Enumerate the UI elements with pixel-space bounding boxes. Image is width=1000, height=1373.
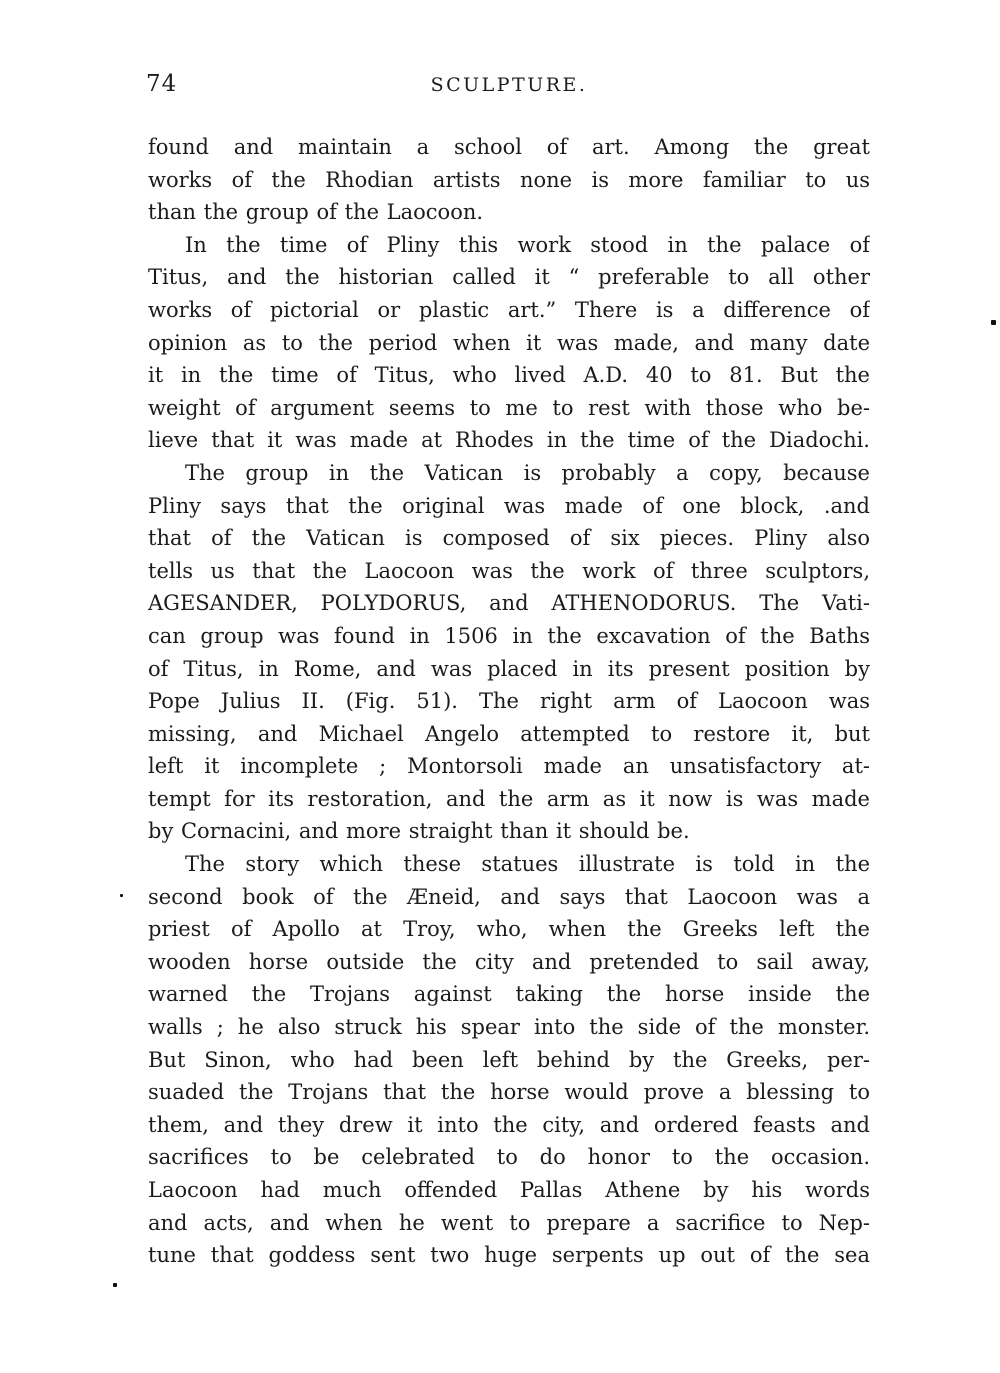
text-line: opinion as to the period when it was made, and many date [148,330,870,355]
text-line: weight of argument seems to me to rest with those who be- [148,395,870,420]
text-line: Pliny says that the original was made of one block, .and [148,493,870,518]
text-line: tempt for its restoration, and the arm as it now is was made [148,786,870,811]
text-body [148,131,870,1272]
text-line: can group was found in 1506 in the excavation of the Baths [148,623,870,648]
text-line: wooden horse outside the city and pretended to sail away, [148,949,870,974]
paragraph [148,131,870,229]
text-line: The group in the Vatican is probably a copy, because [185,460,870,485]
page-number: 74 [146,71,178,97]
text-line: But Sinon, who had been left behind by the Greeks, per- [148,1047,870,1072]
text-line: left it incomplete ; Montorsoli made an unsatisfactory at- [148,754,870,779]
text-line: and acts, and when he went to prepare a sacrifice to Nep- [148,1210,870,1235]
text-line: warned the Trojans against taking the horse inside the [148,982,870,1007]
text-line: missing, and Michael Angelo attempted to restore it, but [148,721,870,746]
paragraph [148,848,870,1272]
text-line: Pope Julius II. (Fig. 51). The right arm of Laocoon was [148,689,870,714]
paragraph [148,457,870,848]
text-line: works of the Rhodian artists none is more familiar to us [148,167,870,192]
paragraph [148,229,870,457]
text-line: suaded the Trojans that the horse would prove a blessing to [148,1080,870,1105]
text-line: sacrifices to be celebrated to do honor to the occasion. [148,1145,870,1170]
text-line: them, and they drew it into the city, and ordered feasts and [148,1112,870,1137]
text-line: tune that goddess sent two huge serpents up out of the sea [148,1243,870,1268]
text-line: by Cornacini, and more straight than it should be. [148,819,690,844]
text-line: than the group of the Laocoon. [148,200,484,225]
ink-speck [991,320,996,325]
text-line: tells us that the Laocoon was the work of three sculptors, [148,558,870,583]
text-line: walls ; he also struck his spear into the side of the monster. [148,1015,870,1040]
text-line: AGESANDER, POLYDORUS, and ATHENODORUS. The Vati- [148,591,870,616]
text-line: lieve that it was made at Rhodes in the time of the Diadochi. [148,428,870,453]
text-line: Titus, and the historian called it “ preferable to all other [148,265,870,290]
text-line: priest of Apollo at Troy, who, when the Greeks left the [148,917,870,942]
ink-speck [120,894,123,897]
text-line: The story which these statues illustrate is told in the [185,852,870,877]
text-line: that of the Vatican is composed of six pieces. Pliny also [148,526,870,551]
text-line: works of pictorial or plastic art.” There is a difference of [148,297,870,322]
ink-speck [113,1283,117,1287]
text-line: found and maintain a school of art. Among the great [148,135,870,159]
text-line: In the time of Pliny this work stood in the palace of [185,232,870,257]
text-line: of Titus, in Rome, and was placed in its present position by [148,656,870,681]
text-line: second book of the Æneid, and says that Laocoon was a [148,884,870,909]
text-line: it in the time of Titus, who lived A.D. 40 to 81. But the [148,363,870,388]
text-line: Laocoon had much offended Pallas Athene by his words [148,1178,870,1202]
running-header: SCULPTURE. [430,74,588,96]
